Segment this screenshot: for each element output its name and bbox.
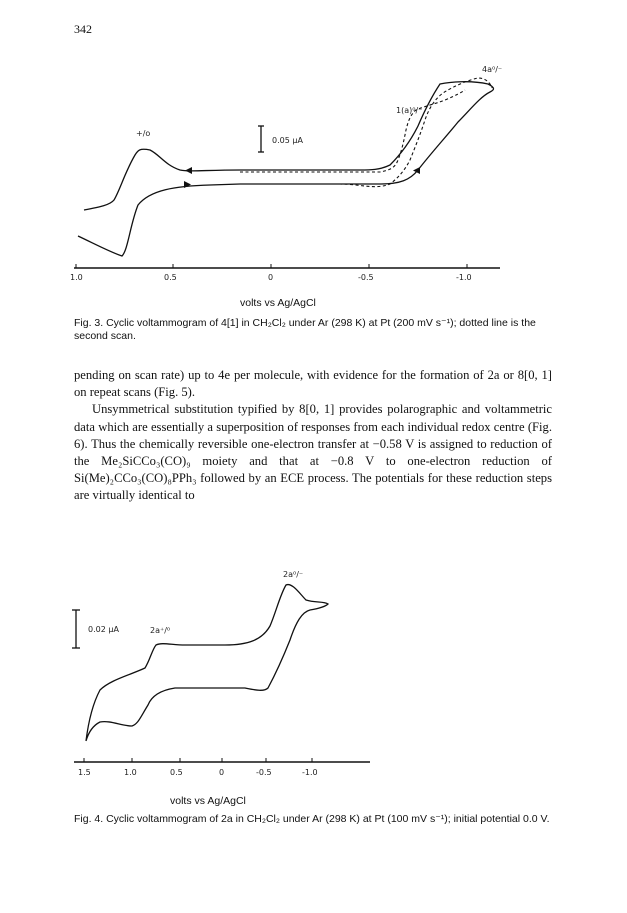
- fig3-annotation-oxidation: +/o: [136, 129, 151, 138]
- fig4-tick-label: -0.5: [256, 768, 272, 777]
- fig4-annotation-oxidation: 2a⁺/⁰: [150, 626, 171, 635]
- fig4-tick-label: 1.5: [78, 768, 91, 777]
- fig4-annotation-reduction: 2a⁰/⁻: [283, 570, 304, 579]
- fig4-tick-label: 0.5: [170, 768, 183, 777]
- fig3-x-axis-label: volts vs Ag/AgCl: [240, 297, 316, 309]
- fig3-caption: Fig. 3. Cyclic voltammogram of 4[1] in CH₂Cl₂ under Ar (298 K) at Pt (200 mV s⁻¹); dotted line is the second scan.: [74, 317, 536, 342]
- fig3-annotation-4a: 4a⁰/⁻: [482, 65, 503, 74]
- fig3-tick-label: 1.0: [70, 273, 83, 282]
- body-paragraph-2: Unsymmetrical substitution typified by 8[0, 1] provides polarographic and voltammetric data which are essentially a superposition of responses from each individual redox centre (Fig. 6). Thus the chemically reversible one-electron transfer at −0.58 V is assigned to reduction of the Me₂SiCCo₃(CO)₉ moiety and that at −0.8 V to one-electron reduction of Si(Me)₂CCo₃(CO)₈PPh₃ followed by an ECE process. The potentials for these reduction steps are virtually identical to: [74, 402, 552, 503]
- fig4-tick-label: 1.0: [124, 768, 137, 777]
- fig4-caption: Fig. 4. Cyclic voltammogram of 2a in CH₂Cl₂ under Ar (298 K) at Pt (100 mV s⁻¹); initial potential 0.0 V.: [74, 813, 550, 825]
- fig4-scale-bar: [72, 610, 80, 648]
- fig4-voltammogram-trace: [86, 585, 328, 741]
- page-number: 342: [74, 22, 92, 36]
- fig3-tick-label: -0.5: [358, 273, 374, 282]
- fig4-scale-bar-label: 0.02 μA: [88, 625, 119, 634]
- body-paragraph-1: pending on scan rate) up to 4e per molecule, with evidence for the formation of 2a or 8[0, 1] on repeat scans (Fig. 5).: [74, 368, 552, 400]
- fig3-annotation-1a: 1(a)⁰/⁻: [396, 106, 423, 115]
- fig3-tick-label: 0.5: [164, 273, 177, 282]
- fig3-scale-bar-label: 0.05 μA: [272, 136, 303, 145]
- fig4-tick-label: 0: [219, 768, 225, 777]
- fig4-tick-label: -1.0: [302, 768, 318, 777]
- fig3-tick-label: -1.0: [456, 273, 472, 282]
- fig4-x-axis-label: volts vs Ag/AgCl: [170, 795, 246, 807]
- fig3-tick-label: 0: [268, 273, 274, 282]
